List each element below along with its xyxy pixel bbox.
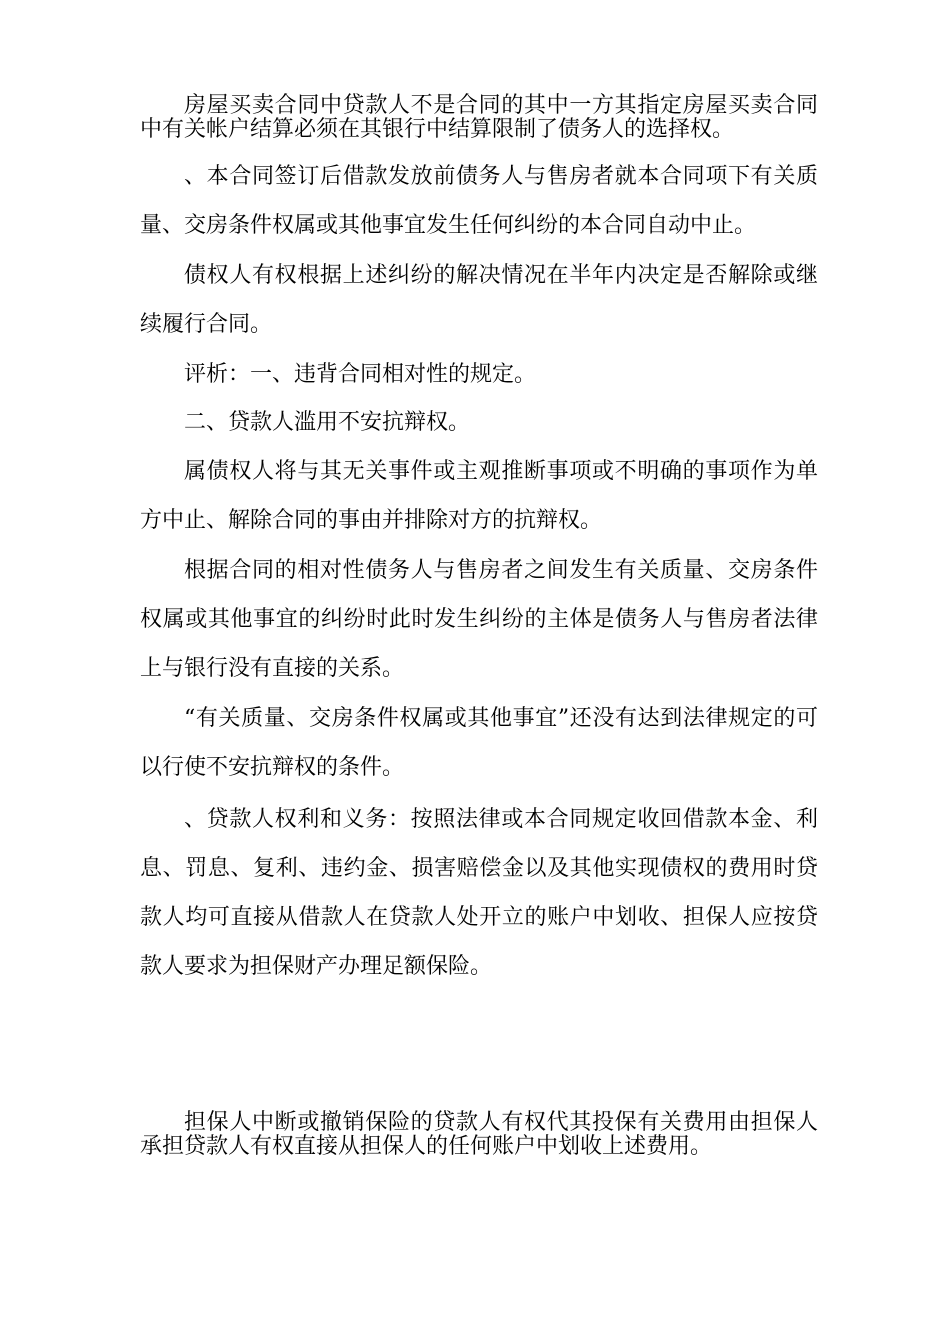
paragraph-8: “有关质量、交房条件权属或其他事宜”还没有达到法律规定的可以行使不安抗辩权的条件。 xyxy=(140,706,818,780)
paragraph-1: 房屋买卖合同中贷款人不是合同的其中一方其指定房屋买卖合同中有关帐户结算必须在其银行中结算限制了债务人的选择权。 xyxy=(140,93,818,142)
paragraph-4: 评析：一、违背合同相对性的规定。 xyxy=(184,362,537,387)
paragraph-2: 、本合同签订后借款发放前债务人与售房者就本合同项下有关质量、交房条件权属或其他事宜发生任何纠纷的本合同自动中止。 xyxy=(140,164,818,238)
paragraph-5: 二、贷款人滥用不安抗辩权。 xyxy=(184,410,471,435)
paragraph-7: 根据合同的相对性债务人与售房者之间发生有关质量、交房条件权属或其他事宜的纠纷时此时发生纠纷的主体是债务人与售房者法律上与银行没有直接的关系。 xyxy=(140,558,818,681)
paragraph-3: 债权人有权根据上述纠纷的解决情况在半年内决定是否解除或继续履行合同。 xyxy=(140,263,818,337)
paragraph-6: 属债权人将与其无关事件或主观推断事项或不明确的事项作为单方中止、解除合同的事由并排除对方的抗辩权。 xyxy=(140,459,818,533)
paragraph-10: 担保人中断或撤销保险的贷款人有权代其投保有关费用由担保人承担贷款人有权直接从担保人的任何账户中划收上述费用。 xyxy=(140,1110,818,1159)
paragraph-9: 、贷款人权利和义务：按照法律或本合同规定收回借款本金、利息、罚息、复利、违约金、损害赔偿金以及其他实现债权的费用时贷款人均可直接从借款人在贷款人处开立的账户中划收、担保人应按贷款人要求为担保财产办理足额保险。 xyxy=(140,807,818,979)
